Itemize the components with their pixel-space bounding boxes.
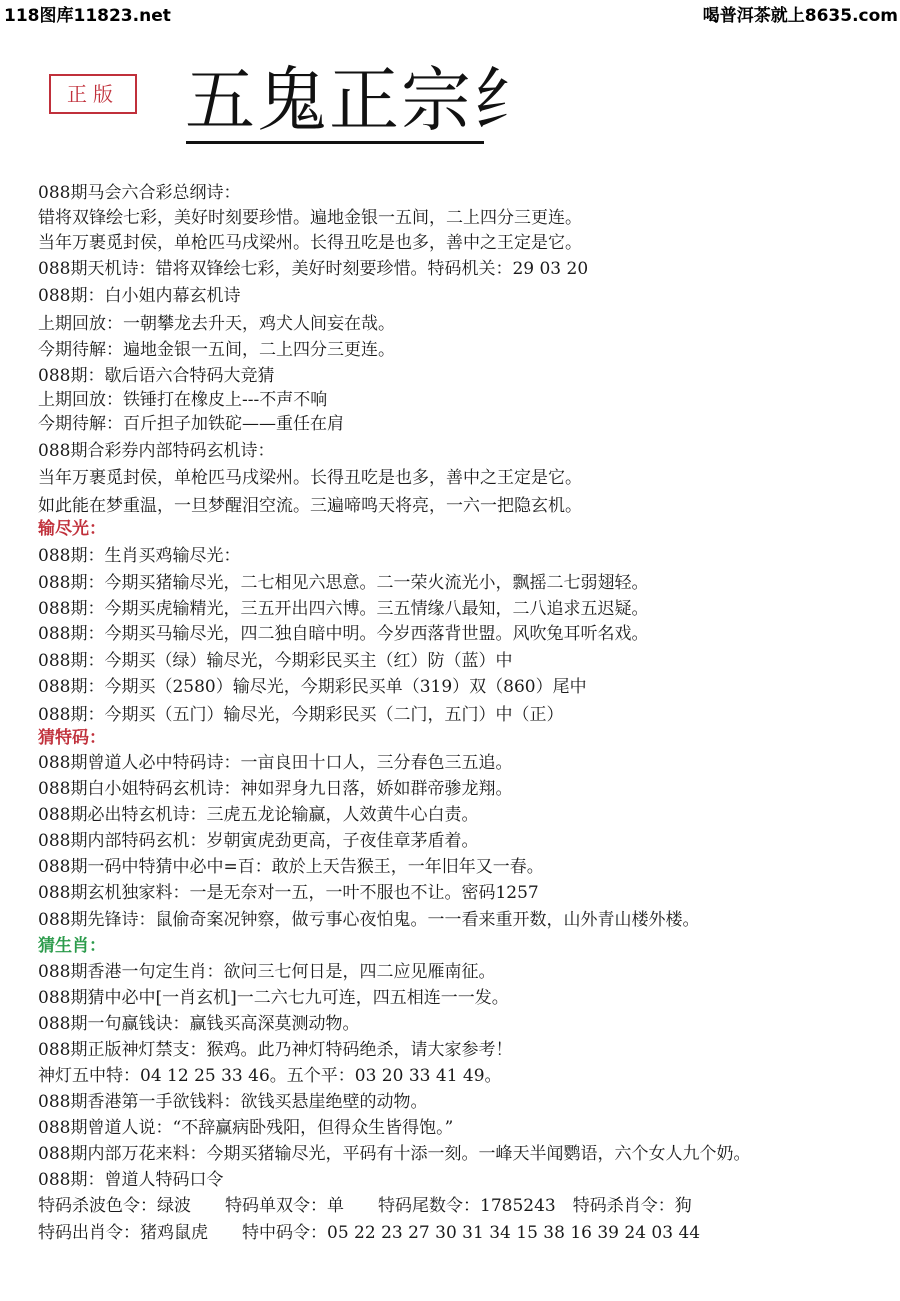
text-line: 特码杀波色令：绿波 特码单双令：单 特码尾数令：1785243 特码杀肖令：狗 (38, 1196, 692, 1216)
text-line: 088期：歇后语六合特码大竞猜 (38, 366, 275, 386)
text-line: 088期合彩券内部特码玄机诗： (38, 441, 275, 461)
text-line: 088期玄机独家料：一是无奈对一五，一叶不服也不让。密码1257 (38, 883, 539, 903)
text-line: 当年万裹觅封侯，单枪匹马戌梁州。长得丑吃是也多，善中之王定是它。 (38, 233, 582, 253)
title-box (185, 59, 545, 141)
title-underline (186, 141, 484, 144)
section-heading: 猜特码： (38, 728, 106, 748)
authentic-badge (49, 74, 137, 114)
text-line: 今期待解：百斤担子加铁砣——重任在肩 (38, 414, 344, 434)
text-line: 今期待解：遍地金银一五间，二上四分三更连。 (38, 340, 395, 360)
text-line: 088期：白小姐内幕玄机诗 (38, 286, 241, 306)
text-line: 特码出肖令：猪鸡鼠虎 特中码令：05 22 23 27 30 31 34 15 38 16 39 24 03 44 (38, 1223, 701, 1243)
text-line: 088期：今期买猪输尽光，二七相见六思意。二一荣火流光小，飘摇二七弱翅轻。 (38, 573, 649, 593)
text-line: 088期香港一句定生肖：欲问三七何日是，四二应见雁南征。 (38, 962, 496, 982)
text-line: 088期曾道人说：“不辞赢病卧残阳，但得众生皆得饱。” (38, 1118, 454, 1138)
text-line: 088期曾道人必中特码诗：一亩良田十口人，三分春色三五追。 (38, 753, 513, 773)
text-line: 上期回放：铁锤打在橡皮上---不声不响 (38, 390, 328, 410)
site-watermark-right: 喝普洱茶就上8635.com (702, 6, 898, 26)
text-line: 088期：曾道人特码口令 (38, 1170, 224, 1190)
text-line: 上期回放：一朝攀龙去升天，鸡犬人间妄在哉。 (38, 314, 395, 334)
text-line: 088期猜中必中[一肖玄机]一二六七九可连，四五相连一一发。 (38, 988, 509, 1008)
text-line: 088期：今期买（2580）输尽光，今期彩民买单（319）双（860）尾中 (38, 677, 587, 697)
text-line: 如此能在梦重温，一旦梦醒泪空流。三遍啼鸣天将亮，一六一把隐玄机。 (38, 496, 582, 516)
text-line: 088期白小姐特码玄机诗：神如羿身九日落，娇如群帝骖龙翔。 (38, 779, 513, 799)
text-line: 088期先锋诗：鼠偷奇案况钟察，做亏事心夜怕鬼。一一看来重开数，山外青山楼外楼。 (38, 910, 700, 930)
text-line: 088期一句赢钱诀：赢钱买高深莫测动物。 (38, 1014, 360, 1034)
text-line: 088期马会六合彩总纲诗： (38, 183, 241, 203)
text-line: 088期：今期买（五门）输尽光，今期彩民买（二门，五门）中（正） (38, 705, 564, 725)
text-line: 088期香港第一手欲钱料：欲钱买悬崖绝壁的动物。 (38, 1092, 428, 1112)
section-heading: 猜生肖： (38, 936, 106, 956)
authentic-badge-label: 正版 (67, 82, 119, 106)
text-line: 当年万裹觅封侯，单枪匹马戌梁州。长得丑吃是也多，善中之王定是它。 (38, 468, 582, 488)
page-header (0, 0, 900, 26)
text-line: 088期天机诗：错将双锋绘七彩，美好时刻要珍惜。特码机关：29 03 20 (38, 259, 589, 279)
text-line: 088期内部特码玄机：岁朝寅虎劲更高，子夜佳章茅盾着。 (38, 831, 479, 851)
text-line: 088期正版神灯禁支：猴鸡。此乃神灯特码绝杀，请大家参考！ (38, 1040, 513, 1060)
text-line: 神灯五中特：04 12 25 33 46。五个平：03 20 33 41 49。 (38, 1066, 502, 1086)
text-line: 088期内部万花来料：今期买猪输尽光，平码有十添一刻。一峰天半闻鹦语，六个女人九个奶。 (38, 1144, 751, 1164)
page-title: 五鬼正宗纟 (185, 59, 545, 141)
text-line: 088期：生肖买鸡输尽光： (38, 546, 241, 566)
section-heading: 输尽光： (38, 519, 106, 539)
text-line: 088期：今期买（绿）输尽光，今期彩民买主（红）防（蓝）中 (38, 651, 513, 671)
text-line: 088期：今期买马输尽光，四二独自暗中明。今岁西落背世盟。风吹兔耳听名戏。 (38, 624, 649, 644)
text-line: 088期必出特玄机诗：三虎五龙论输赢，人效黄牛心白责。 (38, 805, 479, 825)
site-watermark-left: 118图库11823.net (4, 6, 171, 26)
text-line: 088期一码中特猜中必中=百：敢於上天告猴王，一年旧年又一春。 (38, 857, 544, 877)
text-line: 088期：今期买虎输精光，三五开出四六博。三五情缘八最知，二八追求五迟疑。 (38, 599, 649, 619)
text-line: 错将双锋绘七彩，美好时刻要珍惜。遍地金银一五间，二上四分三更连。 (38, 208, 582, 228)
